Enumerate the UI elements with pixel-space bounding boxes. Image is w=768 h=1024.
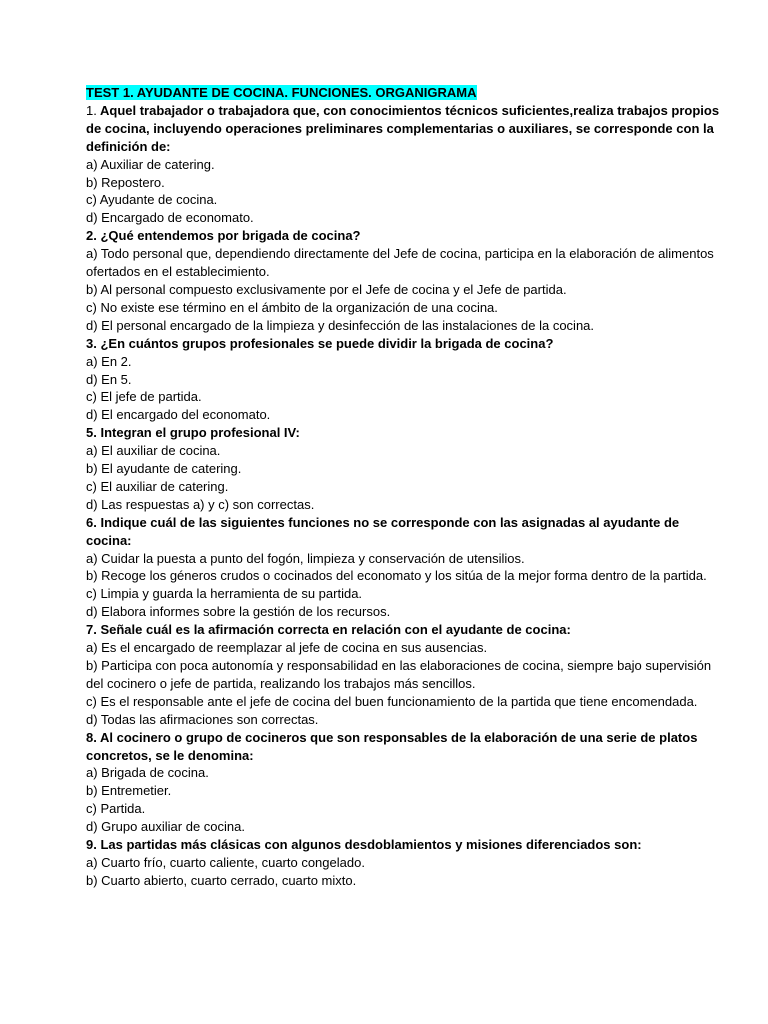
- answer-option: a) Cuarto frío, cuarto caliente, cuarto congelado.: [86, 854, 365, 870]
- question-text: . ¿Qué entendemos por brigada de cocina?: [93, 228, 361, 244]
- question-text: Indique cuál de las siguientes funciones no se corresponde con las asignadas al ayudante de cocina:: [86, 514, 680, 548]
- answer-option: d) Las respuestas a) y c) son correctas.: [86, 496, 315, 512]
- answer-option: a) En 2.: [86, 353, 132, 369]
- question-text: Señale cuál es la afirmación correcta en relación con el ayudante de cocina:: [100, 622, 571, 638]
- question-2: [86, 227, 726, 245]
- answer-option: d) El encargado del economato.: [86, 407, 271, 423]
- question-6: [86, 514, 726, 550]
- document-title-line: [86, 84, 726, 102]
- answer-option: c) No existe ese término en el ámbito de la organización de una cocina.: [86, 299, 498, 315]
- question-text: Al cocinero o grupo de cocineros que son responsables de la elaboración de una serie de platos concretos, se le denomina:: [86, 729, 698, 763]
- answer-option: d) Todas las afirmaciones son correctas.: [86, 711, 319, 727]
- question-5: [86, 424, 726, 442]
- answer-option: d) En 5.: [86, 371, 132, 387]
- question-number: 7.: [86, 622, 97, 638]
- answer-option: d) Elabora informes sobre la gestión de los recursos.: [86, 604, 391, 620]
- question-text: ¿En cuántos grupos profesionales se puede dividir la brigada de cocina?: [100, 335, 554, 351]
- answer-option: a) El auxiliar de cocina.: [86, 443, 221, 459]
- question-text: Aquel trabajador o trabajadora que, con conocimientos técnicos suficientes,realiza trabajos propios de cocina, incluyendo operaciones preliminares complementarias o auxiliares, se corresponde con la definición de:: [86, 102, 720, 154]
- answer-option: b) Al personal compuesto exclusivamente por el Jefe de cocina y el Jefe de partida.: [86, 281, 567, 297]
- question-number: 6.: [86, 514, 97, 530]
- question-number: 5.: [86, 425, 97, 441]
- answer-option: b) El ayudante de catering.: [86, 461, 242, 477]
- question-7: [86, 621, 726, 639]
- answer-option: c) Es el responsable ante el jefe de cocina del buen funcionamiento de la partida que tiene encomendada.: [86, 693, 698, 709]
- answer-option: c) El jefe de partida.: [86, 389, 202, 405]
- answer-option: a) Es el encargado de reemplazar al jefe de cocina en sus ausencias.: [86, 640, 488, 656]
- answer-option: a) Todo personal que, dependiendo directamente del Jefe de cocina, participa en la elaboración de alimentos ofertados en el establecimiento.: [86, 246, 714, 280]
- answer-option: d) El personal encargado de la limpieza y desinfección de las instalaciones de la cocina.: [86, 317, 595, 333]
- answer-option: a) Auxiliar de catering.: [86, 156, 215, 172]
- document-title: TEST 1. AYUDANTE DE COCINA. FUNCIONES. ORGANIGRAMA: [86, 85, 477, 100]
- answer-option: c) El auxiliar de catering.: [86, 478, 229, 494]
- question-text: Las partidas más clásicas con algunos desdoblamientos y misiones diferenciados son:: [100, 837, 642, 853]
- answer-option: b) Participa con poca autonomía y responsabilidad en las elaboraciones de cocina, siempre bajo supervisión del cocinero o jefe de partida, realizando los trabajos más sencillos.: [86, 658, 712, 691]
- answer-option: b) Recoge los géneros crudos o cocinados del economato y los sitúa de la mejor forma dentro de la partida.: [86, 568, 707, 584]
- question-number: 3.: [86, 335, 97, 351]
- answer-option: c) Limpia y guarda la herramienta de su partida.: [86, 586, 363, 602]
- question-9: [86, 836, 726, 854]
- answer-option: a) Brigada de cocina.: [86, 765, 209, 781]
- answer-option: a) Cuidar la puesta a punto del fogón, limpieza y conservación de utensilios.: [86, 550, 525, 566]
- question-number: 1.: [86, 102, 97, 118]
- question-number: 2: [86, 228, 94, 244]
- answer-option: c) Partida.: [86, 801, 146, 817]
- question-number: 8.: [86, 729, 97, 745]
- answer-option: d) Grupo auxiliar de cocina.: [86, 819, 245, 835]
- answer-option: c) Ayudante de cocina.: [86, 192, 218, 208]
- answer-option: d) Encargado de economato.: [86, 210, 254, 226]
- question-1: [86, 102, 726, 156]
- document-page: [86, 84, 726, 890]
- answer-option: b) Entremetier.: [86, 783, 172, 799]
- question-3: [86, 335, 726, 353]
- question-8: [86, 729, 726, 765]
- answer-option: b) Cuarto abierto, cuarto cerrado, cuarto mixto.: [86, 872, 357, 888]
- answer-option: b) Repostero.: [86, 174, 165, 190]
- question-number: 9.: [86, 837, 97, 853]
- question-text: Integran el grupo profesional IV:: [100, 425, 300, 441]
